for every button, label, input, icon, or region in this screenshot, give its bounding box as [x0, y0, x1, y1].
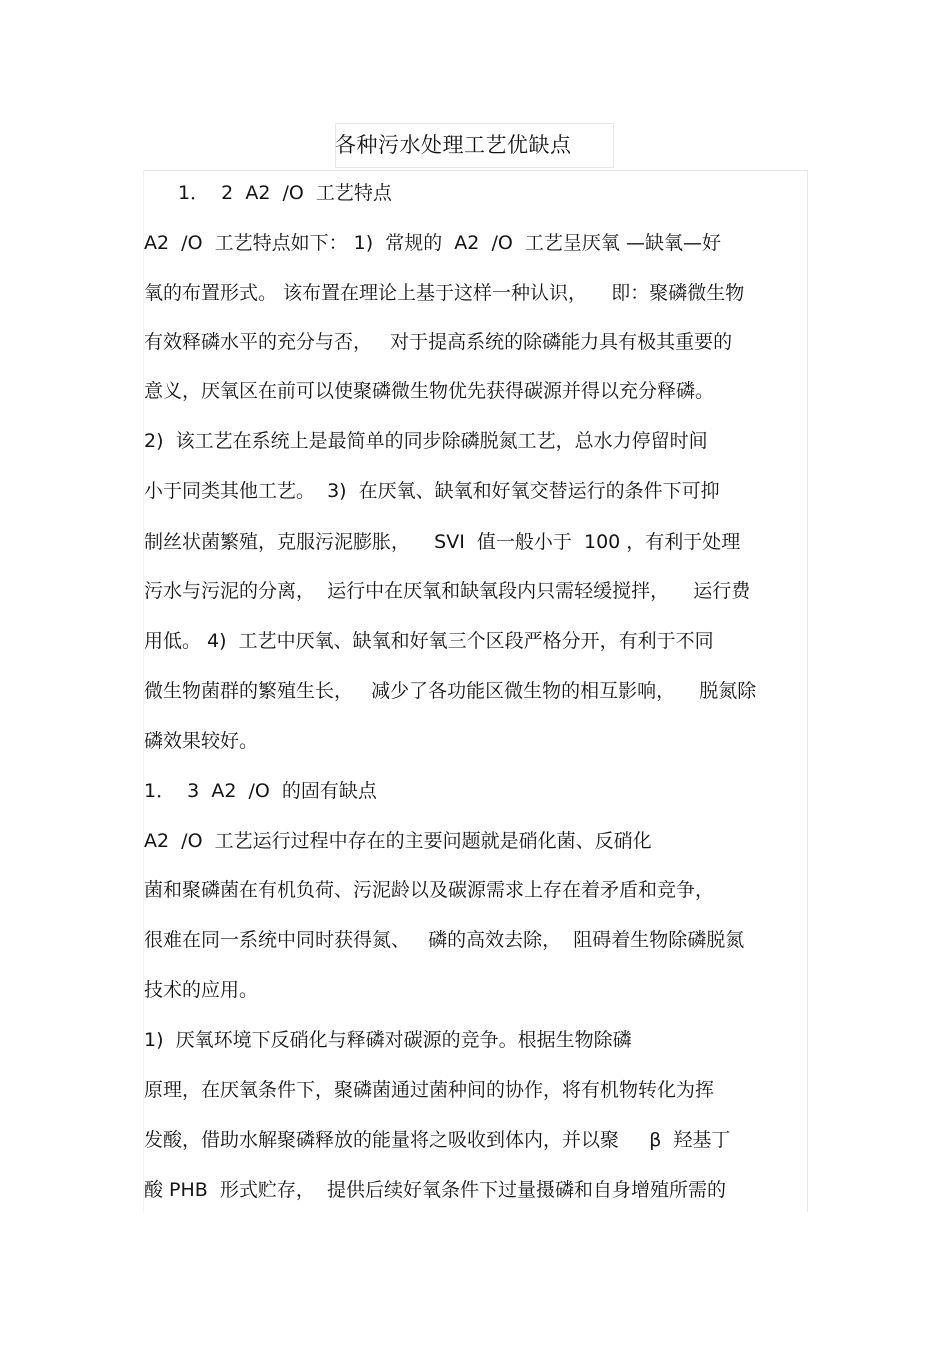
- text-line: 酸 PHB 形式贮存， 提供后续好氧条件下过量摄磷和自身增殖所需的: [144, 1179, 726, 1201]
- text-line: 2) 该工艺在系统上是最简单的同步除磷脱氮工艺，总水力停留时间: [144, 430, 708, 452]
- text-line: 发酸，借助水解聚磷释放的能量将之吸收到体内，并以聚 β 羟基丁: [144, 1129, 731, 1151]
- document-title: 各种污水处理工艺优缺点: [335, 133, 572, 157]
- text-line: 氧的布置形式。 该布置在理论上基于这样一种认识， 即：聚磷微生物: [144, 282, 745, 304]
- text-line: A2 /O 工艺运行过程中存在的主要问题就是硝化菌、反硝化: [144, 830, 652, 852]
- text-line: 意义，厌氧区在前可以使聚磷微生物优先获得碳源并得以充分释磷。: [144, 380, 715, 402]
- text-line: 用低。 4) 工艺中厌氧、缺氧和好氧三个区段严格分开，有利于不同: [144, 630, 714, 652]
- text-line: 很难在同一系统中同时获得氮、 磷的高效去除， 阻碍着生物除磷脱氮: [144, 929, 745, 951]
- section-heading: 1． 2 A2 /O 工艺特点: [178, 182, 392, 204]
- text-line: 1) 厌氧环境下反硝化与释磷对碳源的竞争。根据生物除磷: [144, 1029, 632, 1051]
- text-line: 小于同类其他工艺。 3) 在厌氧、缺氧和好氧交替运行的条件下可抑: [144, 480, 720, 502]
- text-line: 制丝状菌繁殖，克服污泥膨胀， SVI 值一般小于 100 ，有利于处理: [144, 531, 741, 553]
- text-line: 有效释磷水平的充分与否， 对于提高系统的除磷能力具有极其重要的: [144, 331, 733, 353]
- text-line: 原理，在厌氧条件下，聚磷菌通过菌种间的协作，将有机物转化为挥: [144, 1079, 715, 1101]
- text-line: 磷效果较好。: [144, 730, 259, 752]
- text-line: 技术的应用。: [144, 979, 259, 1001]
- text-line: 污水与污泥的分离， 运行中在厌氧和缺氧段内只需轻缓搅拌， 运行费: [144, 580, 751, 602]
- text-line: A2 /O 工艺特点如下： 1) 常规的 A2 /O 工艺呈厌氧 —缺氧—好: [144, 232, 721, 254]
- text-line: 微生物菌群的繁殖生长， 减少了各功能区微生物的相互影响， 脱氮除: [144, 680, 757, 702]
- section-heading: 1． 3 A2 /O 的固有缺点: [144, 780, 377, 802]
- text-line: 菌和聚磷菌在有机负荷、污泥龄以及碳源需求上存在着矛盾和竞争，: [144, 879, 715, 901]
